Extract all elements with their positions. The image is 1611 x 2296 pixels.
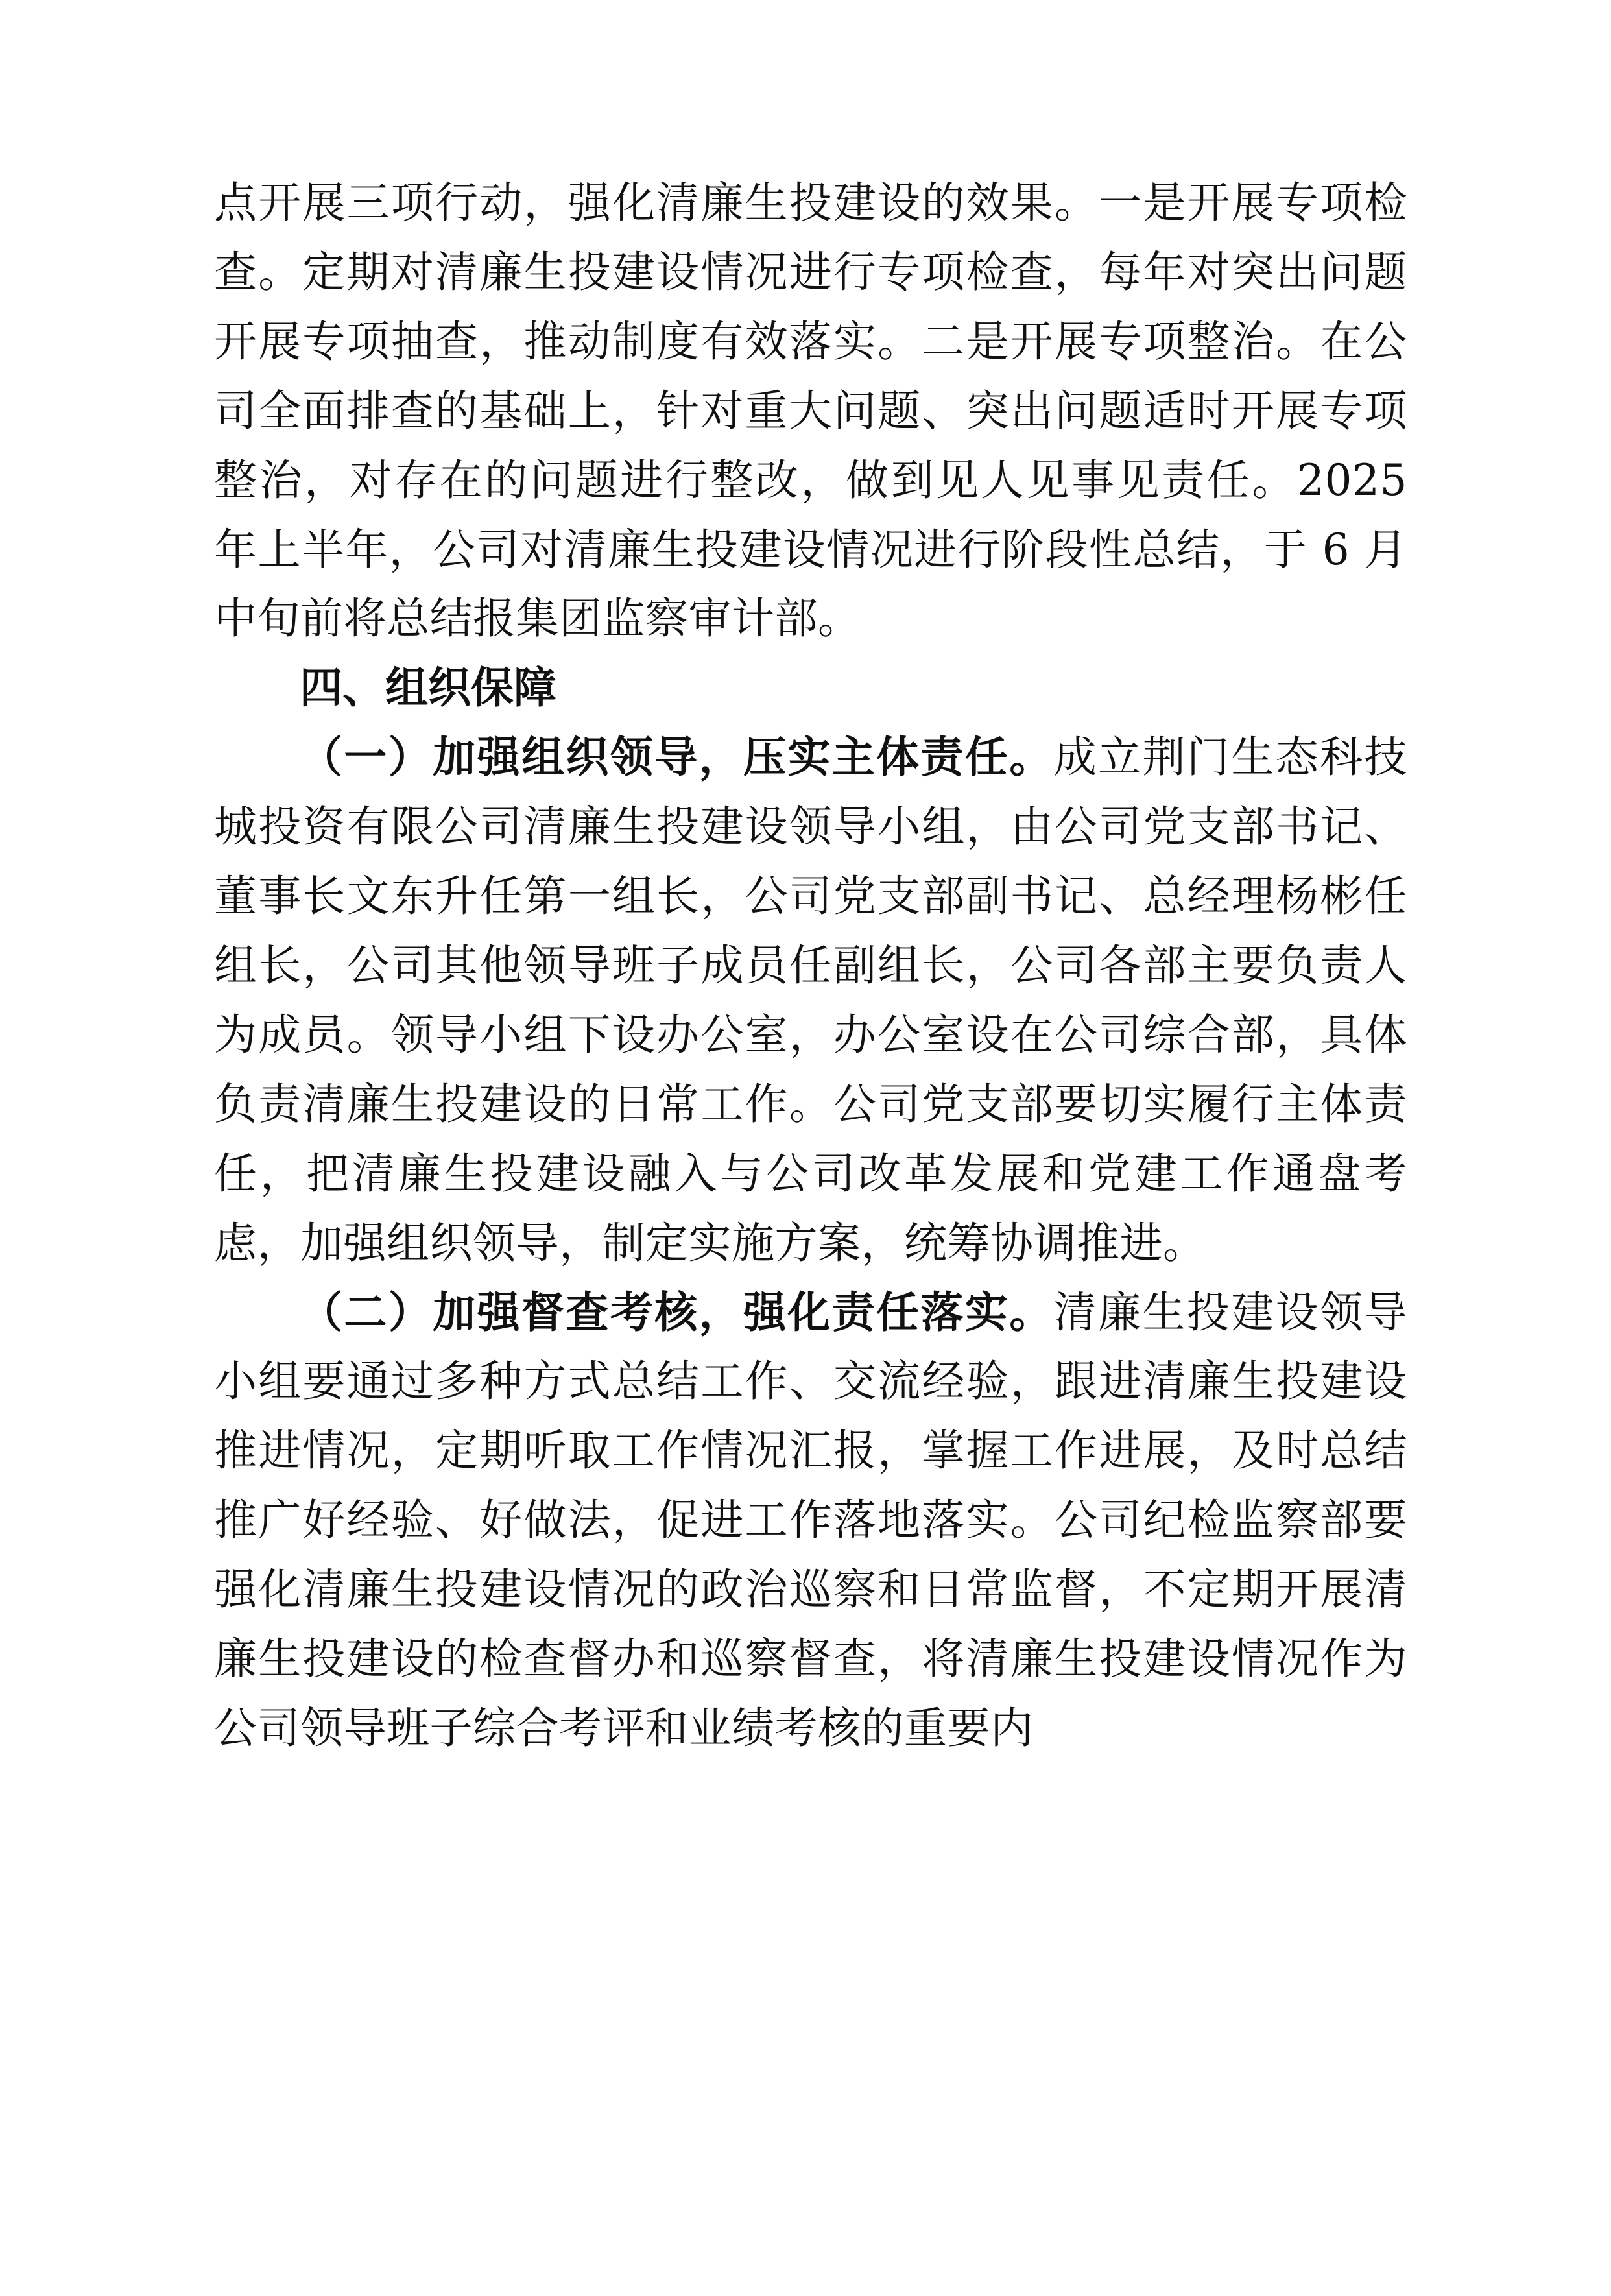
paragraph-subsection-two xyxy=(214,1278,1407,1764)
subsection-two-lead: （二）加强督查考核，强化责任落实。 xyxy=(300,1287,1054,1337)
paragraph-subsection-one xyxy=(214,723,1407,1278)
section-heading-organizational-guarantee: 四、组织保障 xyxy=(300,663,556,713)
subsection-one-body: 成立荆门生态科技城投资有限公司清廉生投建设领导小组，由公司党支部书记、董事长文东升任第一组长，公司党支部副书记、总经理杨彬任组长，公司其他领导班子成员任副组长，公司各部主要负责人为成员。领导小组下设办公室，办公室设在公司综合部，具体负责清廉生投建设的日常工作。公司党支部要切实履行主体责任，把清廉生投建设融入与公司改革发展和党建工作通盘考虑，加强组织领导，制定实施方案，统筹协调推进。 xyxy=(214,732,1408,1268)
page-content xyxy=(214,169,1422,1764)
subsection-two-body: 清廉生投建设领导小组要通过多种方式总结工作、交流经验，跟进清廉生投建设推进情况，定期听取工作情况汇报，掌握工作进展，及时总结推广好经验、好做法，促进工作落地落实。公司纪检监察部要强化清廉生投建设情况的政治巡察和日常监督，不定期开展清廉生投建设的检查督办和巡察督查，将清廉生投建设情况作为公司领导班子综合考评和业绩考核的重要内 xyxy=(214,1287,1408,1753)
subsection-one-lead: （一）加强组织领导，压实主体责任。 xyxy=(300,732,1054,783)
paragraph-continued-actions: 点开展三项行动，强化清廉生投建设的效果。一是开展专项检查。定期对清廉生投建设情况进行专项检查，每年对突出问题开展专项抽查，推动制度有效落实。二是开展专项整治。在公司全面排查的基础上，针对重大问题、突出问题适时开展专项整治，对存在的问题进行整改，做到见人见事见责任。2025 年上半年，公司对清廉生投建设情况进行阶段性总结，于 6 月中旬前将总结报集团监察审计部。 xyxy=(214,178,1422,644)
